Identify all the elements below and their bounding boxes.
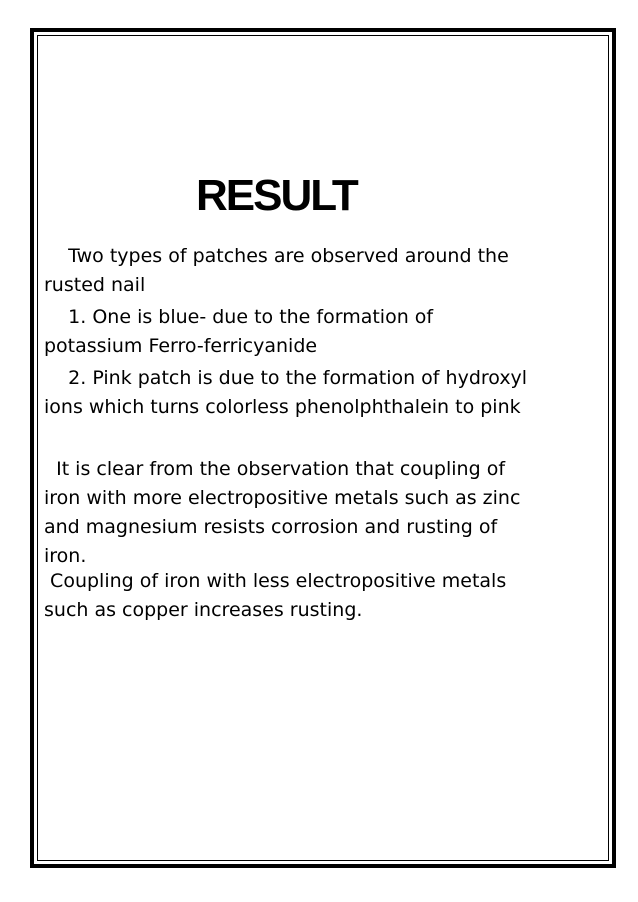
- paragraph-more-electropositive: It is clear from the observation that coupling of iron with more electropositive metals such as zinc and magnesium resists corrosion and rusting of iron.: [44, 458, 521, 567]
- paragraph-pink-patch: 2. Pink patch is due to the formation of hydroxyl ions which turns colorless phenolphthalein to pink: [44, 367, 528, 418]
- page-title: RESULT: [196, 171, 357, 220]
- paragraph-less-electropositive: Coupling of iron with less electropositive metals such as copper increases rusting.: [44, 570, 507, 621]
- paragraph-blue-patch: 1. One is blue- due to the formation of potassium Ferro-ferricyanide: [44, 306, 434, 357]
- paragraph-patches-observed: Two types of patches are observed around the rusted nail: [44, 245, 509, 296]
- page-border-inner: [37, 35, 609, 861]
